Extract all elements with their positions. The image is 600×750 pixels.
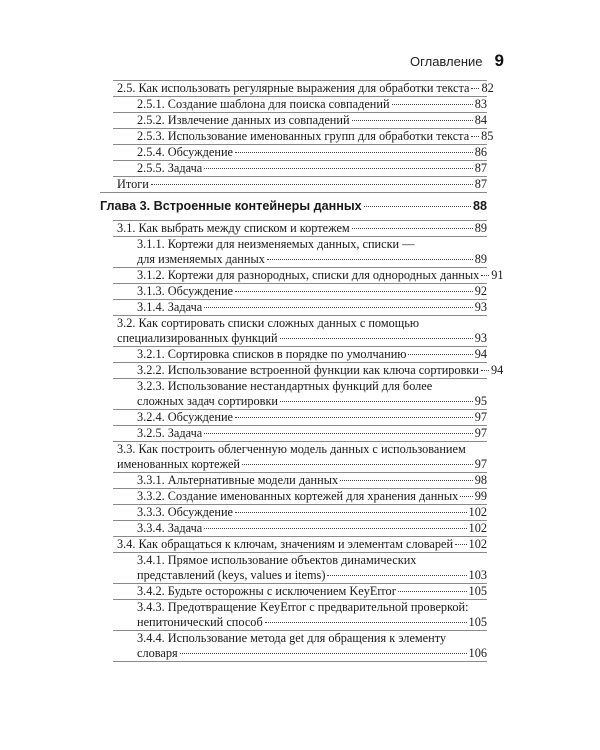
toc-entry-page: 89 <box>474 221 487 235</box>
leader-dots <box>280 338 473 339</box>
toc-entry-3-4-4[interactable] <box>113 631 487 661</box>
toc-entry-2-5-2[interactable] <box>113 113 487 128</box>
running-head <box>410 51 504 71</box>
toc-entry-3-3-4[interactable] <box>113 521 487 536</box>
toc-entry-2-5-1[interactable] <box>113 97 487 112</box>
toc-entry-3-3-1[interactable] <box>113 473 487 488</box>
toc-entry-3-2-4[interactable] <box>113 410 487 425</box>
toc-entry-title-cont: для изменяемых данных <box>137 252 265 266</box>
toc-entry-page: 91 <box>491 268 504 282</box>
toc-entry-title: 2.5.2. Извлечение данных из совпадений <box>137 113 350 127</box>
leader-dots <box>267 259 473 260</box>
toc-entry-page: 83 <box>474 97 487 111</box>
leader-dots <box>327 575 466 576</box>
toc-entry-page: 102 <box>468 521 487 535</box>
toc-entry-title-cont: непитонический способ <box>137 615 263 629</box>
toc-entry-3-1-3[interactable] <box>113 284 487 299</box>
toc-entry-3-4[interactable] <box>113 537 487 552</box>
toc-entry-page: 95 <box>474 394 487 408</box>
leader-dots <box>180 653 467 654</box>
toc-entry-title: 2.5.5. Задача <box>137 161 203 175</box>
toc-entry-page: 99 <box>474 489 487 503</box>
toc-entry-3-3-3[interactable] <box>113 505 487 520</box>
toc-entry-title: 3.4. Как обращаться к ключам, значениям и элементам словарей <box>117 537 454 551</box>
toc-entry-title: 3.3.1. Альтернативные модели данных <box>137 473 339 487</box>
toc-entry-3-2[interactable] <box>113 316 487 346</box>
toc-entry-title-cont: представлений (keys, values и items) <box>137 568 326 582</box>
toc-entry-title: 2.5.4. Обсуждение <box>137 145 233 159</box>
toc-entry-title: 3.2.2. Использование встроенной функции как ключа сортировки <box>137 363 479 377</box>
toc-entry-page: 92 <box>474 284 487 298</box>
leader-dots <box>242 464 473 465</box>
table-of-contents <box>100 80 504 662</box>
toc-entry-2-5[interactable] <box>113 81 494 96</box>
toc-entry-title: 3.1.1. Кортежи для неизменяемых данных, списки — <box>137 237 415 251</box>
leader-dots <box>204 307 472 308</box>
toc-entry-page: 97 <box>474 426 487 440</box>
toc-entry-page: 106 <box>468 646 487 660</box>
toc-entry-page: 86 <box>474 145 487 159</box>
toc-entry-title: 3.2. Как сортировать списки сложных данных с помощью <box>117 316 420 330</box>
chapter-title: Глава 3. Встроенные контейнеры данных <box>100 199 362 213</box>
toc-entry-title: 3.2.1. Сортировка списков в порядке по умолчанию <box>137 347 407 361</box>
toc-entry-3-4-2[interactable] <box>113 584 487 599</box>
leader-dots <box>204 168 472 169</box>
toc-entry-title: 2.5.1. Создание шаблона для поиска совпадений <box>137 97 390 111</box>
toc-entry-3-2-5[interactable] <box>113 426 487 441</box>
toc-entry-3-4-1[interactable] <box>113 553 487 583</box>
toc-entry-page: 105 <box>468 615 487 629</box>
toc-entry-3-1-1[interactable] <box>113 237 487 267</box>
toc-entry-title: 3.1.2. Кортежи для разнородных, списки для однородных данных <box>137 268 480 282</box>
toc-entry-page: 84 <box>474 113 487 127</box>
toc-entry-title: 3.2.4. Обсуждение <box>137 410 233 424</box>
leader-dots <box>235 417 473 418</box>
leader-dots <box>265 622 467 623</box>
toc-entry-page: 87 <box>474 177 487 191</box>
leader-dots <box>481 275 489 276</box>
leader-dots <box>235 291 473 292</box>
toc-entry-3-2-2[interactable] <box>113 363 504 378</box>
toc-entry-page: 94 <box>474 347 487 361</box>
toc-entry-3-1[interactable] <box>113 221 487 236</box>
leader-dots <box>151 184 473 185</box>
toc-entry-title: 3.2.3. Использование нестандартных функций для более <box>137 379 433 393</box>
leader-dots <box>235 512 467 513</box>
toc-entry-2-5-4[interactable] <box>113 145 487 160</box>
leader-dots <box>364 206 471 207</box>
toc-entry-page: 102 <box>468 505 487 519</box>
toc-entry-title: 3.3.3. Обсуждение <box>137 505 233 519</box>
leader-dots <box>471 136 479 137</box>
toc-divider <box>113 661 487 662</box>
toc-entry-page: 82 <box>481 81 494 95</box>
toc-entry-title: Итоги <box>117 177 149 191</box>
toc-entry-2-5-3[interactable] <box>113 129 494 144</box>
leader-dots <box>204 433 472 434</box>
page-number: 9 <box>494 51 504 70</box>
leader-dots <box>408 354 472 355</box>
toc-entry-title-cont: именованных кортежей <box>117 457 240 471</box>
toc-entry-page: 93 <box>474 331 487 345</box>
leader-dots <box>471 88 479 89</box>
leader-dots <box>455 544 467 545</box>
leader-dots <box>481 370 489 371</box>
toc-entry-title: 3.4.2. Будьте осторожны с исключением KeyError <box>137 584 396 598</box>
leader-dots <box>352 228 473 229</box>
toc-entry-title: 3.4.1. Прямое использование объектов динамических <box>137 553 417 567</box>
toc-entry-3-3[interactable] <box>113 442 487 472</box>
toc-entry-3-3-2[interactable] <box>113 489 487 504</box>
leader-dots <box>460 496 472 497</box>
toc-entry-title-cont: словаря <box>137 646 178 660</box>
toc-entry-page: 93 <box>474 300 487 314</box>
toc-entry-page: 85 <box>481 129 494 143</box>
leader-dots <box>398 591 467 592</box>
leader-dots <box>280 401 473 402</box>
toc-entry-title: 3.1.4. Задача <box>137 300 203 314</box>
toc-entry-3-4-3[interactable] <box>113 600 487 630</box>
toc-entry-page: 103 <box>468 568 487 582</box>
toc-entry-title: 3.4.3. Предотвращение KeyError с предварительной проверкой: <box>137 600 469 614</box>
toc-divider <box>100 192 487 193</box>
toc-entry-title: 3.4.4. Использование метода get для обращения к элементу <box>137 631 447 645</box>
toc-entry-page: 97 <box>474 457 487 471</box>
toc-entry-title: 3.2.5. Задача <box>137 426 203 440</box>
toc-entry-title: 3.3.2. Создание именованных кортежей для хранения данных <box>137 489 459 503</box>
leader-dots <box>392 104 473 105</box>
toc-entry-3-2-1[interactable] <box>113 347 487 362</box>
toc-entry-3-1-2[interactable] <box>113 268 504 283</box>
leader-dots <box>204 528 466 529</box>
toc-entry-title: 3.3.4. Задача <box>137 521 203 535</box>
toc-entry-title: 2.5. Как использовать регулярные выражения для обработки текста <box>117 81 470 95</box>
chapter-page: 88 <box>472 199 487 213</box>
leader-dots <box>235 152 473 153</box>
toc-entry-title: 3.3. Как построить облегченную модель данных с использованием <box>117 442 466 456</box>
toc-entry-page: 102 <box>468 537 487 551</box>
toc-entry-page: 105 <box>468 584 487 598</box>
toc-entry-summary[interactable] <box>113 177 487 192</box>
toc-entry-title: 3.1. Как выбрать между списком и кортежем <box>117 221 350 235</box>
toc-entry-title: 3.1.3. Обсуждение <box>137 284 233 298</box>
toc-entry-title-cont: специализированных функций <box>117 331 278 345</box>
toc-entry-3-2-3[interactable] <box>113 379 487 409</box>
toc-entry-title-cont: сложных задач сортировки <box>137 394 278 408</box>
toc-entry-page: 94 <box>490 363 504 377</box>
toc-entry-page: 89 <box>474 252 487 266</box>
toc-entry-page: 97 <box>474 410 487 424</box>
leader-dots <box>340 480 473 481</box>
leader-dots <box>352 120 473 121</box>
toc-chapter-3[interactable] <box>100 199 487 214</box>
toc-entry-3-1-4[interactable] <box>113 300 487 315</box>
toc-entry-page: 87 <box>474 161 487 175</box>
toc-entry-2-5-5[interactable] <box>113 161 487 176</box>
toc-entry-page: 98 <box>474 473 487 487</box>
running-head-title: Оглавление <box>410 54 483 69</box>
toc-entry-title: 2.5.3. Использование именованных групп для обработки текста <box>137 129 470 143</box>
